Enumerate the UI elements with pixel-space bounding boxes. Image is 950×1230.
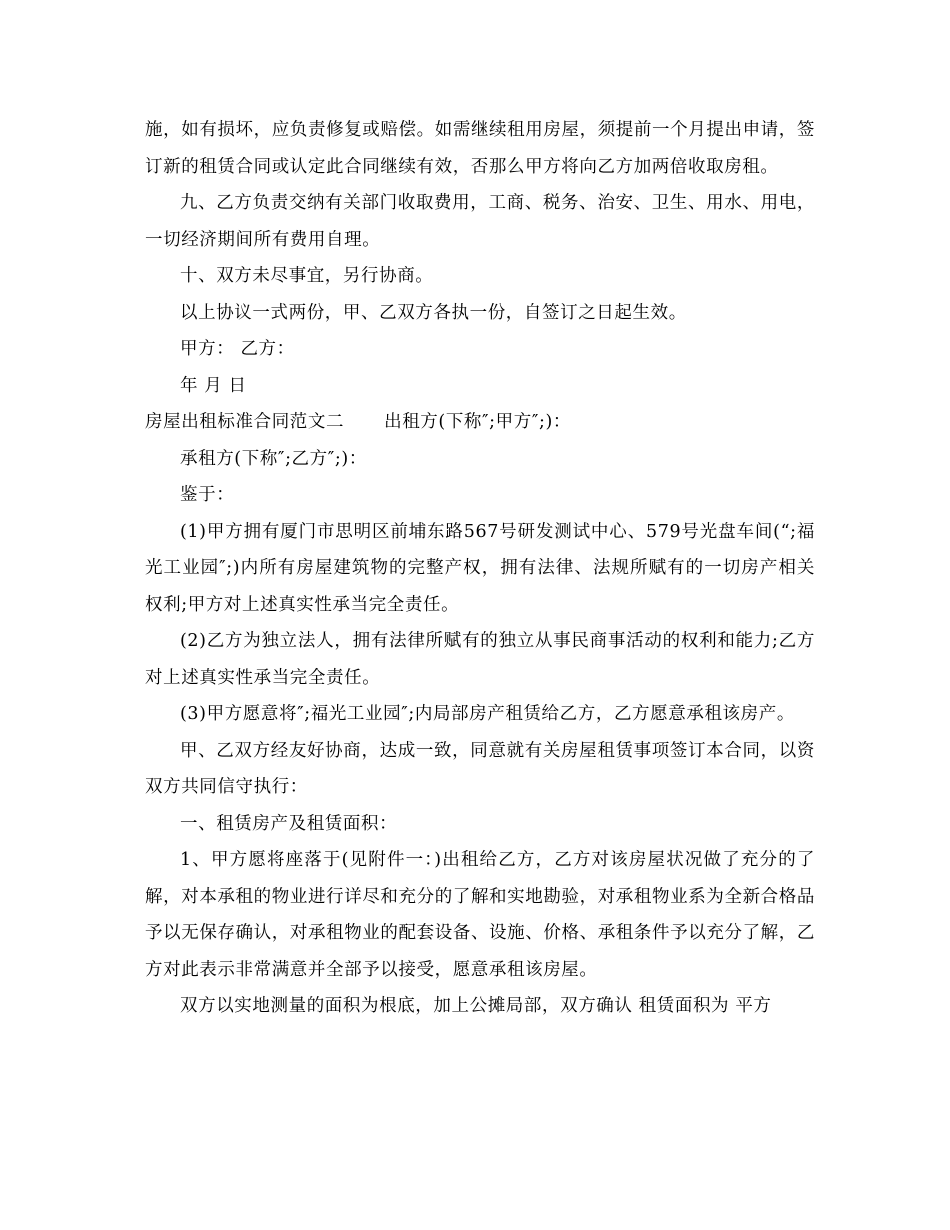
paragraph-clause-10: 十、双方未尽事宜，另行协商。 xyxy=(180,266,434,286)
paragraph-clause-continuation: 施，如有损坏，应负责修复或赔偿。如需继续租用房屋，须提前一个月提出申请，签订新的租赁合同或认定此合同继续有效，否那么甲方将向乙方加两倍收取房租。 xyxy=(145,120,815,177)
paragraph-recital-1: (1)甲方拥有厦门市思明区前埔东路567号研发测试中心、579号光盘车间(“;福光工业园″;)内所有房屋建筑物的完整产权，拥有法律、法规所赋有的一切房产相关权利;甲方对上述真实性承当完全责任。 xyxy=(145,521,815,615)
paragraph-recital-3: (3)甲方愿意将″;福光工业园″;内局部房产租赁给乙方，乙方愿意承租该房产。 xyxy=(180,704,795,724)
document-body xyxy=(145,112,815,1025)
paragraph-signature-parties: 甲方： 乙方： xyxy=(180,339,295,359)
lessor-line: 出租方(下称″;甲方″;)： xyxy=(384,412,572,432)
paragraph-signature-date: 年 月 日 xyxy=(180,375,247,396)
paragraph-agreement-intro: 甲、乙双方经友好协商，达成一致，同意就有关房屋租赁事项签订本合同，以资双方共同信守执行： xyxy=(145,740,815,797)
section-title: 房屋出租标准合同范文二 xyxy=(145,412,345,432)
paragraph-lessee: 承租方(下称″;乙方″;)： xyxy=(180,448,367,469)
paragraph-effectiveness: 以上协议一式两份，甲、乙双方各执一份，自签订之日起生效。 xyxy=(180,302,687,323)
paragraph-whereas: 鉴于： xyxy=(180,485,235,505)
paragraph-article-1-1: 1、甲方愿将座落于(见附件一：)出租给乙方，乙方对该房屋状况做了充分的了解，对本承租的物业进行详尽和充分的了解和实地勘验，对承租物业系为全新合格品予以无保存确认，对承租物业的配套设备、设施、价格、承租条件予以充分了解，乙方对此表示非常满意并全部予以接受，愿意承租该房屋。 xyxy=(145,850,815,980)
paragraph-clause-9: 九、乙方负责交纳有关部门收取费用，工商、税务、治安、卫生、用水、用电，一切经济期间所有费用自理。 xyxy=(145,193,815,250)
section-title-line xyxy=(145,404,815,441)
paragraph-article-1-heading: 一、租赁房产及租赁面积： xyxy=(180,813,398,834)
paragraph-area-basis: 双方以实地测量的面积为根底，加上公摊局部，双方确认 租赁面积为 平方 xyxy=(180,996,772,1016)
paragraph-recital-2: (2)乙方为独立法人，拥有法律所赋有的独立从事民商事活动的权利和能力;乙方对上述真实性承当完全责任。 xyxy=(145,631,815,688)
